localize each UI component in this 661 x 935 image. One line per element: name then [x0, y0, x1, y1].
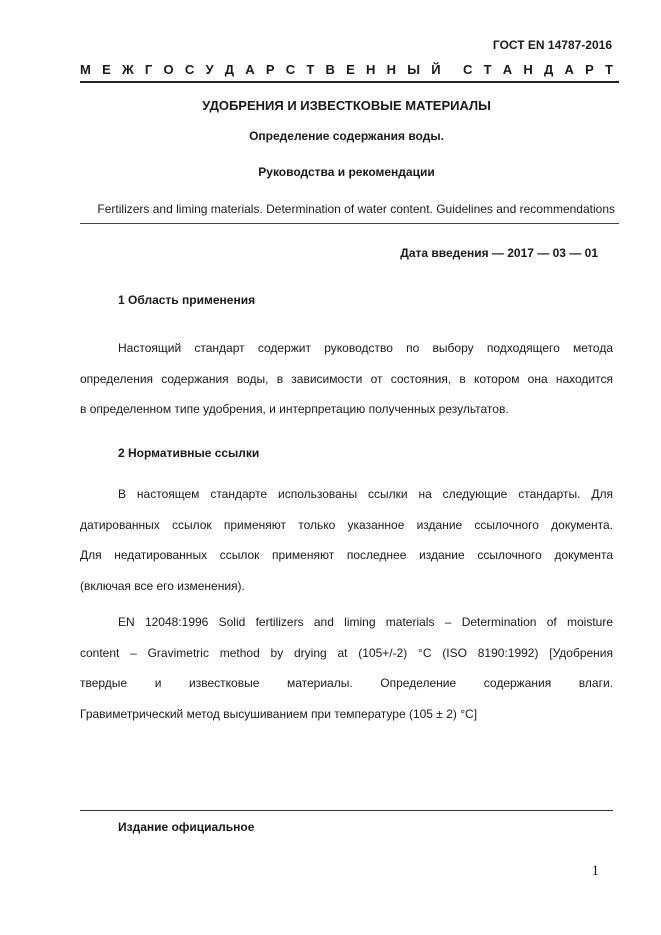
interstate-letter: Н [386, 62, 397, 77]
interstate-letter: Н [523, 62, 533, 77]
interstate-letter: О [163, 62, 174, 77]
interstate-letter: С [285, 62, 296, 77]
interstate-letter: М [80, 62, 91, 77]
interstate-letter: Ы [407, 62, 420, 77]
scope-paragraph [80, 333, 613, 425]
interstate-letter: Т [483, 62, 492, 77]
footer-rule [80, 810, 613, 811]
interstate-letter: А [502, 62, 513, 77]
interstate-letter: С [184, 62, 195, 77]
paragraph-line: Гравиметрический метод высушиванием при температуре (105 ± 2) °С] [80, 706, 478, 721]
interstate-letter: В [325, 62, 335, 77]
english-title: Fertilizers and liming materials. Determination of water content. Guidelines and recommendations [97, 202, 615, 216]
interstate-standard-label [80, 62, 613, 77]
interstate-letter: Ж [121, 62, 134, 77]
document-number: ГОСТ EN 14787-2016 [492, 38, 612, 52]
section-heading-references: 2 Нормативные ссылки [118, 446, 260, 460]
references-paragraph-2 [80, 607, 613, 729]
paragraph-line: твердые и известковые материалы. Определение содержания влаги. [80, 676, 613, 690]
paragraph-line: Настоящий стандарт содержит руководство по выбору подходящего метода [118, 341, 613, 355]
interstate-letter: Е [102, 62, 111, 77]
section-heading-scope: 1 Область применения [118, 293, 256, 307]
interstate-letter: Д [544, 62, 554, 77]
paragraph-line: content – Gravimetric method by drying at (105+/-2) °C (ISO 8190:1992) [Удобрения [80, 645, 613, 660]
document-subtitle-2: Руководства и рекомендации [258, 165, 435, 179]
official-edition-label: Издание официальное [118, 820, 255, 834]
title-rule [80, 223, 619, 224]
document-subtitle-1: Определение содержания воды. [249, 129, 444, 143]
introduction-date: Дата введения — 2017 — 03 — 01 [400, 246, 598, 260]
interstate-letter: Р [265, 62, 275, 77]
interstate-letter: Т [306, 62, 315, 77]
interstate-letter: У [205, 62, 214, 77]
paragraph-line: определения содержания воды, в зависимости от состояния, в котором она находится [80, 371, 613, 386]
interstate-letter: Р [585, 62, 594, 77]
document-title: УДОБРЕНИЯ И ИЗВЕСТКОВЫЕ МАТЕРИАЛЫ [202, 98, 491, 113]
paragraph-line: датированных ссылок применяют только указанное издание ссылочного документа. [80, 517, 613, 532]
paragraph-line: В настоящем стандарте использованы ссылки на следующие стандарты. Для [118, 487, 613, 501]
interstate-letter: Й [431, 62, 441, 77]
interstate-letter: Г [144, 62, 153, 77]
interstate-letter: Е [346, 62, 355, 77]
interstate-letter: Т [604, 62, 613, 77]
references-paragraph-1 [80, 479, 613, 601]
interstate-letter: Д [224, 62, 235, 77]
paragraph-line: в определенном типе удобрения, и интерпретацию полученных результатов. [80, 402, 509, 416]
page-number: 1 [591, 863, 599, 879]
interstate-letter: А [564, 62, 574, 77]
header-rule [80, 81, 619, 83]
paragraph-line: (включая все его изменения). [80, 578, 245, 593]
paragraph-line: EN 12048:1996 Solid fertilizers and liming materials – Determination of moisture [118, 615, 613, 629]
paragraph-line: Для недатированных ссылок применяют последнее издание ссылочного документа [80, 548, 613, 562]
interstate-letter: А [245, 62, 255, 77]
interstate-letter: С [463, 62, 473, 77]
interstate-letter: Н [366, 62, 376, 77]
